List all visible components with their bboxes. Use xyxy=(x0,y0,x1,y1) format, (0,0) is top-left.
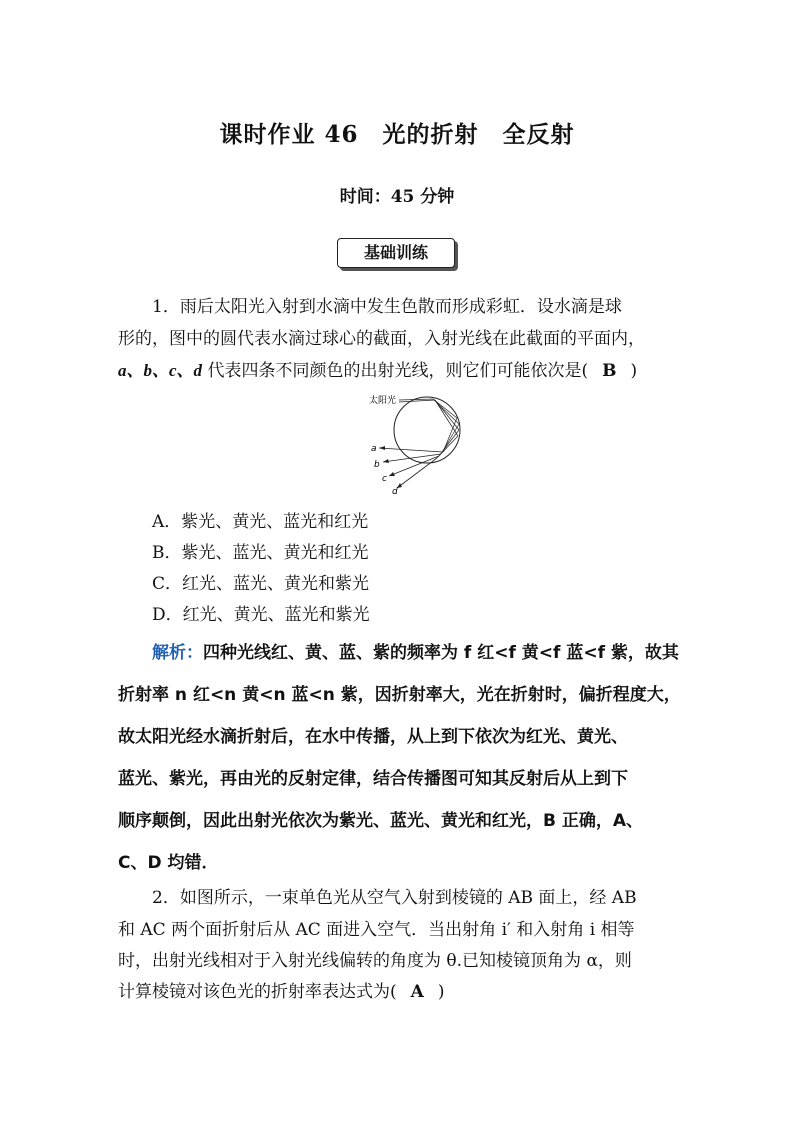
analysis-line2: 折射率 n 红<n 黄<n 蓝<n 紫，因折射率大，光在折射时，偏折程度大， xyxy=(118,685,681,705)
q1-ray-vars: a、b、c、d xyxy=(118,361,203,380)
q2-line1 xyxy=(152,883,637,908)
q2-answer: A xyxy=(410,982,424,1002)
analysis-line6: C、D 均错． xyxy=(118,853,219,873)
q1-line1 xyxy=(152,292,622,317)
q1-line2: 形的，图中的圆代表水滴过球心的截面，入射光线在此截面的平面内， xyxy=(118,329,645,349)
q1-answer: B xyxy=(602,361,617,381)
analysis-line3: 故太阳光经水滴折射后，在水中传播，从上到下依次为红光、黄光、 xyxy=(118,727,628,747)
q1-option-b: B．紫光、蓝光、黄光和红光 xyxy=(152,543,369,563)
q2-close: ) xyxy=(437,982,445,1002)
analysis-label: 解析： xyxy=(152,643,203,663)
section-badge: 基础训练 xyxy=(337,238,455,268)
page-title: 课时作业 46 光的折射 全反射 xyxy=(219,121,575,148)
q1-text-1: 雨后太阳光入射到水滴中发生色散而形成彩虹．设水滴是球 xyxy=(179,297,622,317)
ray-label-c: c xyxy=(382,474,387,484)
analysis-text-1: 四种光线红、黄、蓝、紫的频率为 f 红<f 黄<f 蓝<f 紫，故其 xyxy=(203,643,679,663)
q2-text-1: 如图所示，一束单色光从空气入射到棱镜的 AB 面上，经 AB xyxy=(179,888,637,908)
q2-number: 2． xyxy=(152,888,180,908)
analysis-line1 xyxy=(152,638,679,663)
q1-option-d: D．红光、黄光、蓝光和紫光 xyxy=(152,605,370,625)
sun-light-label: 太阳光 xyxy=(369,396,397,406)
q1-line3 xyxy=(118,356,637,381)
time-limit: 时间：45 分钟 xyxy=(339,187,455,207)
q2-line2: 和 AC 两个面折射后从 AC 面进入空气．当出射角 i′ 和入射角 i 相等 xyxy=(118,920,635,940)
q1-close: ) xyxy=(630,361,638,381)
q2-line3: 时，出射光线相对于入射光线偏转的角度为 θ.已知棱镜顶角为 α，则 xyxy=(118,951,632,971)
raindrop-figure xyxy=(355,388,475,498)
q1-number: 1． xyxy=(152,297,180,317)
ray-label-d: d xyxy=(392,487,398,497)
analysis-line5: 顺序颠倒，因此出射光依次为紫光、蓝光、黄光和红光，B 正确，A、 xyxy=(118,811,644,831)
q2-line4 xyxy=(118,977,444,1002)
q1-option-c: C．红光、蓝光、黄光和紫光 xyxy=(152,574,370,594)
q2-text-4: 计算棱镜对该色光的折射率表达式为( xyxy=(118,982,397,1002)
ray-label-a: a xyxy=(371,444,377,454)
q1-text-3: 代表四条不同颜色的出射光线，则它们可能依次是( xyxy=(202,361,589,381)
ray-label-b: b xyxy=(374,460,380,470)
q1-option-a: A．紫光、黄光、蓝光和红光 xyxy=(152,512,369,532)
analysis-line4: 蓝光、紫光，再由光的反射定律，结合传播图可知其反射后从上到下 xyxy=(118,769,628,789)
